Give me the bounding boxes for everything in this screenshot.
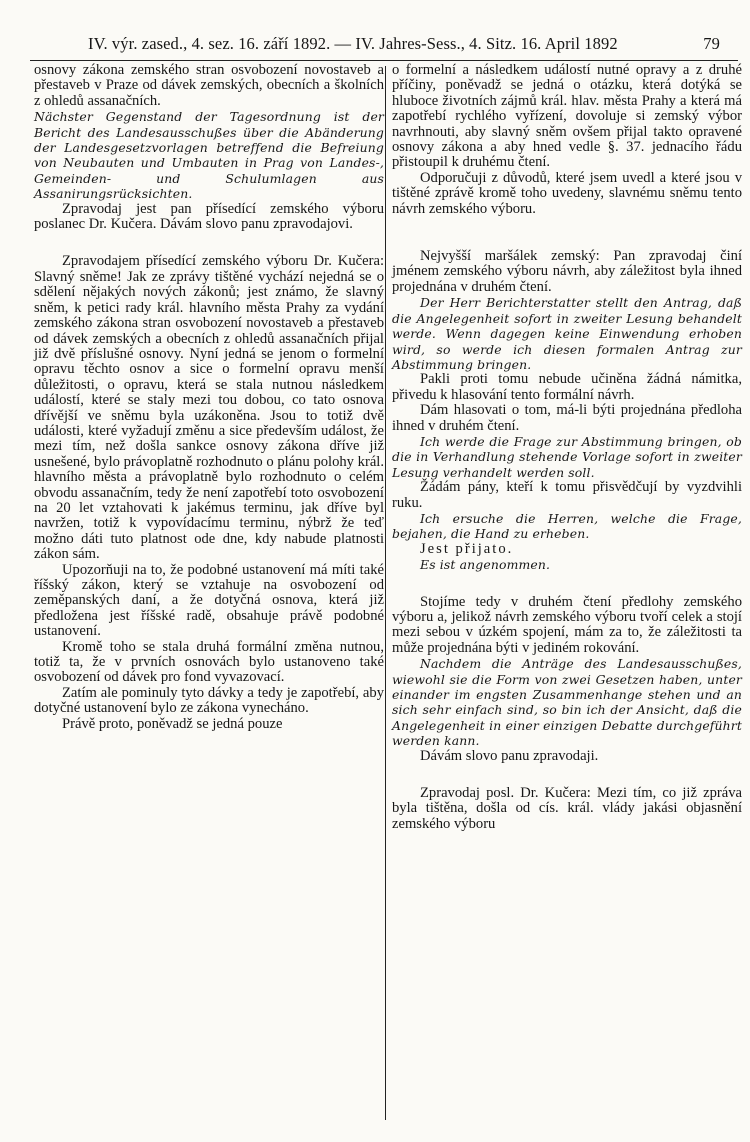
paragraph: Stojíme tedy v druhém čtení předlohy zemského výboru a, jelikož návrh zemského výboru tvoří celek a stojí mezi sebou v úzkém spojení, mám za to, že záležitosti ta může projednána býti v jediném rokování. — [392, 593, 742, 656]
paragraph: Zpravodaj jest pan přísedící zemského výboru poslanec Dr. Kučera. Dávám slovo panu zpravodajovi. — [34, 200, 384, 233]
paragraph: osnovy zákona zemského stran osvobození novostaveb a přestaveb v Praze od dávek zemských, obecních a školních z ohledů assanačních. — [34, 62, 384, 109]
paragraph: Upozorňuji na to, že podobné ustanovení má míti také říšský zákon, který se vztahuje na osvobození od zeměpanských daní, a že dotyčná osnova, která již předložena jest říšské radě, obsahuje právě podobné ustanovení. — [34, 561, 384, 640]
page-header — [88, 34, 720, 56]
paragraph: Kromě toho se stala druhá formální změna nutnou, totiž ta, že v prvních osnovách bylo ustanoveno také osvobození od dávek pro fond vyvazovací. — [34, 638, 384, 686]
page-number: 79 — [703, 34, 720, 53]
paragraph: Dávám slovo panu zpravodaji. — [420, 747, 599, 764]
paragraph: Nejvyšší maršálek zemský: Pan zpravodaj činí jménem zemského výboru návrh, aby záležitost byla ihned projednána v druhém čtení. — [392, 248, 742, 295]
paragraph: Žádám pány, kteří k tomu přisvědčují by vyzdvihli ruku. — [392, 479, 742, 511]
paragraph: Der Herr Berichterstatter stellt den Antrag, daß die Angelegenheit sofort in zweiter Lesung behandelt werde. Wenn dagegen keine Einwendung erhoben wird, so werde ich diesen formalen Antrag zur Abstimmung bringen. — [392, 295, 742, 372]
paragraph: Zpravodaj posl. Dr. Kučera: Mezi tím, co již zpráva byla tištěna, došla od cís. král. vlády jakási objasnění zemského výboru — [392, 785, 742, 832]
paragraph: Zatím ale pominuly tyto dávky a tedy je zapotřebí, aby dotyčné ustanovení bylo ze zákona vynecháno. — [34, 684, 384, 717]
paragraph: Nächster Gegenstand der Tagesordnung ist der Bericht des Landesausschußes über die Abänderung der Landesgesetzvorlagen betreffend die Befreiung von Neubauten und Umbauten in Prag von Landes-, Gemeinden- und Schulumlagen aus Assanirungsrücksichten. — [34, 109, 384, 202]
paragraph: Odporučuji z důvodů, které jsem uvedl a které jsou v tištěné zprávě kromě toho uvedeny, slavnému sněmu tento návrh zemského výboru. — [392, 169, 742, 217]
paragraph: o formelní a následkem událostí nutné opravy a z druhé příčiny, poněvadž se jedná o otázku, která dotýká se hluboce životních zájmů král. hlav. města Prahy a která má zapotřebí rychlého vyřízení, dovoluje si zemský výbor navrhnouti, aby slavný sněm ovšem přijal takto opravené osnovy zákona a aby hned vedle §. 37. jednacího řádu přistoupil k druhému čtení. — [392, 62, 742, 171]
header-rule — [30, 60, 738, 61]
paragraph: Dám hlasovati o tom, má-li býti projednána předloha ihned v druhém čtení. — [392, 402, 742, 434]
column-divider — [385, 66, 386, 1120]
left-column — [34, 63, 384, 732]
header-title: IV. výr. zased., 4. sez. 16. září 1892. — IV. Jahres-Sess., 4. Sitz. 16. April 1892 — [88, 34, 618, 53]
paragraph: Zpravodajem přísedící zemského výboru Dr. Kučera: Slavný sněme! Jak ze zprávy tištěné vychází nejedná se o sdělení nějakých nových zákonů; jest známo, že slavný sněm, k petici rady král. hlavního města Prahy za vydání zemského zákona stran osvobození novostaveb a přestaveb od dávek zemských a obecních z ohledů assanačních přijal již dvě příslušné osnovy. Nyní jedná se jenom o formelní opravu těchto osnov a sice o formelní opravu menší důležitosti, o opravu, která se stala nutnou následkem událostí, které se staly mezi tou dobou, co tato osnova dřívější ve sněmu byla uzákoněna. Jsou to totiž dvě události, které vyžadují změnu a sice především událost, že mezi tím, než došla sankce osnovy zákona dříve již usnešené, bylo právoplatně rozhodnuto o plánu polohy král. hlavního města a právoplatně bylo rozhodnuto o celém obvodu assanačním, tedy že není zapotřebí toto osvobození na 20 let vztahovati k jakémus terminu, jak dříve byl navržen, totiž k vypovídacímu terminu, nýbrž že teď možno dáti tuto platnost ode dne, kdy nabude platnosti zákon sám. — [34, 253, 384, 563]
paragraph: Ich werde die Frage zur Abstimmung bringen, ob die in Verhandlung stehende Vorlage sofort in zweiter Lesung verhandelt werden soll. — [392, 433, 742, 480]
right-column — [392, 63, 742, 832]
paragraph: Právě proto, poněvadž se jedná pouze — [62, 715, 283, 732]
paragraph: Es ist angenommen. — [420, 557, 551, 573]
paragraph: Nachdem die Anträge des Landesausschußes, wiewohl sie die Form von zwei Gesetzen haben, unter einander im engsten Zusammenhange stehen und an sich sehr einfach sind, so bin ich der Ansicht, daß die Angelegenheit in einer einzigen Debatte durchgeführt werden kann. — [392, 656, 742, 749]
paragraph: Ich ersuche die Herren, welche die Frage, bejahen, die Hand zu erheben. — [392, 510, 742, 542]
paragraph: Jest přijato. — [420, 540, 514, 557]
paragraph: Pakli proti tomu nebude učiněna žádná námitka, přivedu k hlasování tento formální návrh. — [392, 371, 742, 403]
